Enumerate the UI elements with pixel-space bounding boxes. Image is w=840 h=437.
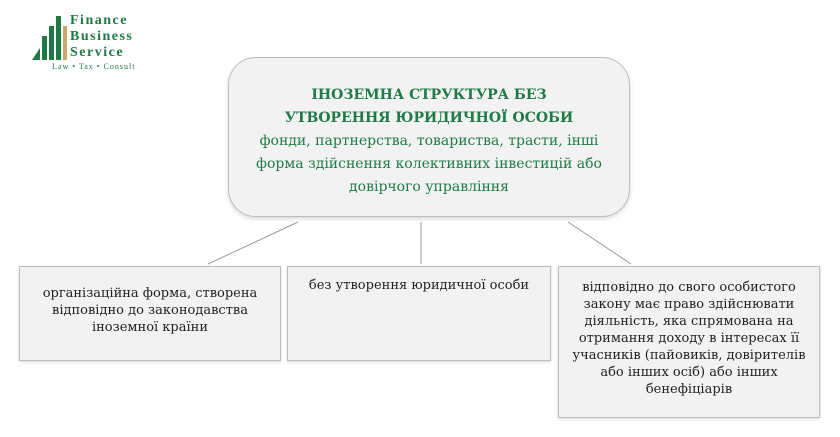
logo-tagline: Law • Tax • Consult	[52, 62, 136, 71]
main-concept-box	[228, 57, 630, 217]
connector-line-left	[208, 222, 298, 264]
leaf-text-no-legal-entity: без утворення юридичної особи	[308, 278, 530, 293]
leaf-text-organizational-form: організаційна форма, створена відповідно до законодавства іноземної країни	[42, 286, 258, 335]
leaf-box-activity-rights	[558, 266, 820, 418]
logo-text-service: Service	[70, 45, 125, 60]
connector-line-right	[568, 222, 631, 264]
main-title: ІНОЗЕМНА СТРУКТУРА БЕЗ УТВОРЕННЯ ЮРИДИЧНОЇ ОСОБИ	[284, 87, 574, 126]
leaf-box-no-legal-entity	[287, 266, 551, 361]
logo-text-finance: Finance	[70, 13, 128, 28]
main-subtitle: фонди, партнерства, товариства, трасти, інші форма здійснення колективних інвестицій або довірчого управління	[256, 133, 602, 195]
leaf-text-activity-rights: відповідно до свого особистого закону має право здійснювати діяльність, яка спрямована на отримання доходу в інтересах її учасників (пайовиків, довірителів або інших осіб) або інших бенефіціарів	[572, 280, 806, 397]
leaf-box-organizational-form	[19, 266, 281, 361]
logo-text-business: Business	[70, 29, 134, 44]
